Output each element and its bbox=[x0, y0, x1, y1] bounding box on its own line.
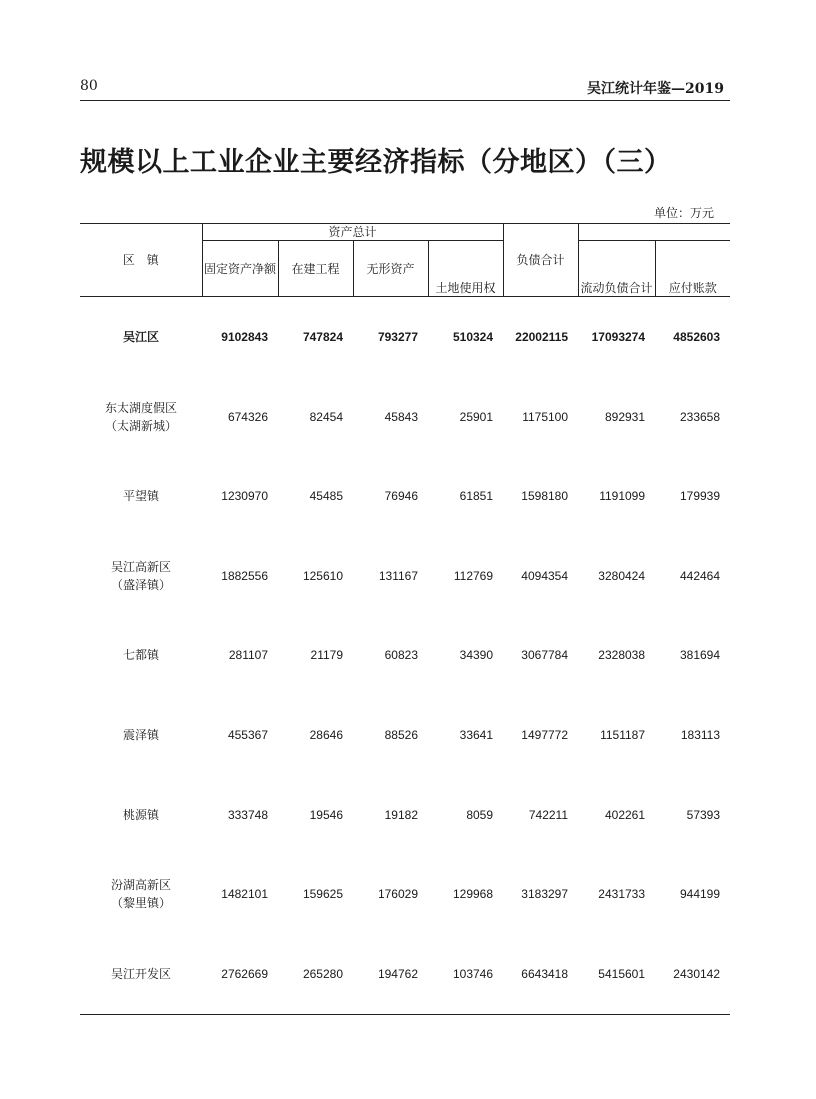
liabilities-cell: 1175100 bbox=[522, 409, 569, 424]
header-land-use: 土地使用权 bbox=[428, 241, 503, 297]
region-cell bbox=[80, 934, 202, 1014]
intangible-cell: 793277 bbox=[377, 329, 418, 344]
intangible-cell: 45843 bbox=[384, 409, 418, 424]
construction-cell: 45485 bbox=[309, 489, 343, 504]
construction-cell: 747824 bbox=[302, 329, 343, 344]
header-construction: 在建工程 bbox=[278, 241, 353, 297]
payables-cell: 381694 bbox=[679, 648, 721, 663]
header-payables: 应付账款 bbox=[655, 241, 730, 297]
region-name: 桃源镇 bbox=[122, 807, 159, 822]
current-liabilities-cell: 892931 bbox=[604, 409, 646, 424]
payables-cell: 183113 bbox=[680, 727, 721, 742]
region-name: 吴江区 bbox=[122, 329, 159, 344]
region-subname: （黎里镇） bbox=[110, 896, 171, 911]
header-spacer bbox=[578, 224, 730, 241]
fixed-assets-cell: 281107 bbox=[228, 648, 268, 663]
liabilities-cell: 6643418 bbox=[521, 966, 569, 981]
liabilities-cell: 3067784 bbox=[521, 648, 569, 663]
construction-cell: 159625 bbox=[302, 887, 343, 902]
land-use-cell: 8059 bbox=[466, 807, 494, 822]
intangible-cell: 76946 bbox=[384, 489, 418, 504]
table-row bbox=[80, 297, 730, 377]
table-row bbox=[80, 695, 730, 775]
intangible-cell: 88526 bbox=[384, 727, 418, 742]
payables-cell: 233658 bbox=[679, 409, 721, 424]
intangible-cell: 176029 bbox=[377, 887, 418, 902]
table-row bbox=[80, 616, 730, 696]
fixed-assets-cell: 2762669 bbox=[221, 966, 268, 981]
current-liabilities-cell: 17093274 bbox=[591, 329, 646, 344]
current-liabilities-cell: 1191099 bbox=[599, 489, 646, 504]
region-cell bbox=[80, 854, 202, 934]
liabilities-cell: 4094354 bbox=[521, 568, 569, 583]
intangible-cell: 131167 bbox=[378, 568, 418, 583]
running-head: 吴江统计年鉴—2019 bbox=[587, 81, 724, 97]
header-rule bbox=[80, 100, 730, 101]
construction-cell: 21179 bbox=[310, 648, 343, 663]
region-name: 平望镇 bbox=[122, 489, 159, 504]
current-liabilities-cell: 5415601 bbox=[598, 966, 646, 981]
header-region: 区 镇 bbox=[80, 224, 202, 297]
header-liabilities: 负债合计 bbox=[503, 224, 578, 297]
unit-label: 单位：万元 bbox=[653, 206, 714, 220]
payables-cell: 4852603 bbox=[673, 329, 721, 344]
construction-cell: 125610 bbox=[302, 568, 343, 583]
construction-cell: 265280 bbox=[302, 966, 343, 981]
liabilities-cell: 742211 bbox=[528, 807, 569, 822]
table-row bbox=[80, 536, 730, 616]
current-liabilities-cell: 2431733 bbox=[598, 887, 646, 902]
fixed-assets-cell: 1882556 bbox=[221, 568, 268, 583]
region-cell bbox=[80, 775, 202, 855]
table-container bbox=[80, 223, 730, 1015]
fixed-assets-cell: 1230970 bbox=[221, 489, 268, 504]
land-use-cell: 510324 bbox=[452, 329, 494, 344]
region-cell bbox=[80, 297, 202, 377]
intangible-cell: 194762 bbox=[377, 966, 418, 981]
intangible-cell: 19182 bbox=[384, 807, 418, 822]
liabilities-cell: 1497772 bbox=[521, 727, 569, 742]
page-title: 规模以上工业企业主要经济指标（分地区）（三） bbox=[80, 147, 672, 178]
land-use-cell: 61851 bbox=[459, 489, 494, 504]
intangible-cell: 60823 bbox=[384, 648, 418, 663]
liabilities-cell: 22002115 bbox=[515, 329, 569, 344]
region-name: 吴江开发区 bbox=[110, 966, 171, 981]
region-name: 东太湖度假区 bbox=[104, 400, 177, 415]
current-liabilities-cell: 3280424 bbox=[598, 568, 646, 583]
construction-cell: 82454 bbox=[309, 409, 343, 424]
table-row bbox=[80, 854, 730, 934]
payables-cell: 442464 bbox=[679, 568, 721, 583]
payables-cell: 2430142 bbox=[673, 966, 721, 981]
header-fixed-assets: 固定资产净额 bbox=[202, 241, 278, 297]
liabilities-cell: 3183297 bbox=[521, 887, 569, 902]
land-use-cell: 33641 bbox=[459, 727, 494, 742]
stats-table bbox=[80, 223, 730, 1015]
fixed-assets-cell: 9102843 bbox=[221, 329, 268, 344]
table-row bbox=[80, 775, 730, 855]
region-cell bbox=[80, 377, 202, 457]
header-current-liabilities: 流动负债合计 bbox=[578, 241, 655, 297]
region-cell bbox=[80, 616, 202, 696]
region-name: 七都镇 bbox=[122, 648, 159, 663]
payables-cell: 179939 bbox=[679, 489, 721, 504]
liabilities-cell: 1598180 bbox=[521, 489, 569, 504]
land-use-cell: 112769 bbox=[453, 568, 494, 583]
region-name: 汾湖高新区 bbox=[110, 878, 171, 893]
current-liabilities-cell: 2328038 bbox=[598, 648, 646, 663]
table-row bbox=[80, 456, 730, 536]
fixed-assets-cell: 333748 bbox=[227, 807, 268, 822]
header-assets-group: 资产总计 bbox=[202, 224, 503, 241]
land-use-cell: 103746 bbox=[452, 966, 494, 981]
construction-cell: 19546 bbox=[309, 807, 343, 822]
table-row bbox=[80, 934, 730, 1014]
fixed-assets-cell: 455367 bbox=[227, 727, 268, 742]
region-subname: （盛泽镇） bbox=[110, 577, 171, 592]
region-name: 震泽镇 bbox=[122, 727, 159, 742]
table-row bbox=[80, 377, 730, 457]
region-subname: （太湖新城） bbox=[104, 418, 177, 433]
payables-cell: 944199 bbox=[679, 887, 721, 902]
region-cell bbox=[80, 456, 202, 536]
page-number: 80 bbox=[80, 78, 98, 94]
land-use-cell: 129968 bbox=[452, 887, 494, 902]
current-liabilities-cell: 402261 bbox=[604, 807, 646, 822]
land-use-cell: 25901 bbox=[459, 409, 494, 424]
land-use-cell: 34390 bbox=[459, 648, 494, 663]
construction-cell: 28646 bbox=[309, 727, 343, 742]
fixed-assets-cell: 1482101 bbox=[221, 887, 268, 902]
region-cell bbox=[80, 695, 202, 775]
region-cell bbox=[80, 536, 202, 616]
fixed-assets-cell: 674326 bbox=[227, 409, 268, 424]
payables-cell: 57393 bbox=[686, 807, 721, 822]
current-liabilities-cell: 1151187 bbox=[600, 727, 646, 742]
region-name: 吴江高新区 bbox=[110, 559, 171, 574]
header-intangible: 无形资产 bbox=[353, 241, 428, 297]
